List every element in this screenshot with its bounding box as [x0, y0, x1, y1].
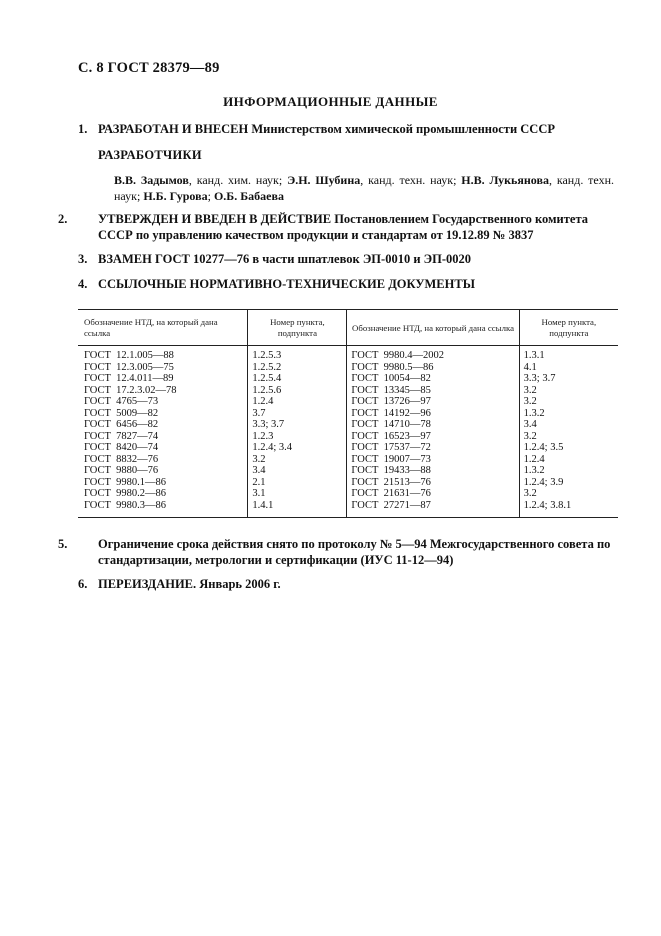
ref-doc-cell: ГОСТ 6456—82 [84, 419, 159, 430]
ref-doc-cell: ГОСТ 9980.5—86 [347, 362, 519, 374]
section-5-number: 5. [58, 537, 68, 551]
header-clause-number: Номер пункта, подпункта [519, 310, 618, 346]
developer-name: В.В. Задымов [114, 173, 189, 187]
table-row [78, 346, 618, 362]
ref-doc-cell: ГОСТ 5009—82 [84, 407, 159, 419]
ref-clause-cell: 3.4 [519, 419, 618, 431]
section-3 [78, 251, 618, 267]
ref-doc-cell: ГОСТ 21631—76 [347, 488, 519, 500]
section-4-lead: ССЫЛОЧНЫЕ НОРМАТИВНО-ТЕХНИЧЕСКИЕ ДОКУМЕНТЫ [98, 277, 475, 291]
ref-clause-cell: 1.2.4; 3.5 [519, 442, 618, 454]
ref-clause-cell: 1.4.1 [248, 500, 347, 518]
ref-doc-cell: ГОСТ 9980.4—2002 [347, 346, 519, 362]
ref-clause-cell: 1.2.4 [248, 396, 347, 408]
section-2-text: Постановлением Государственного комитета СССР по управлению качеством продукции и стандартам от 19.12.89 № 3837 [98, 212, 588, 242]
references-table-container [78, 309, 618, 518]
developer-name: Н.Б. Гурова [143, 189, 208, 203]
ref-doc-cell: ГОСТ 17.2.3.02—78 [84, 384, 177, 396]
ref-doc-cell: ГОСТ 13345—85 [347, 385, 519, 397]
ref-doc-cell: ГОСТ 14710—78 [347, 419, 519, 431]
ref-doc-cell: ГОСТ 10054—82 [347, 373, 519, 385]
ref-clause-cell: 1.2.4; 3.4 [248, 442, 347, 454]
section-2-lead: УТВЕРЖДЕН И ВВЕДЕН В ДЕЙСТВИЕ [98, 212, 332, 226]
ref-doc-cell: ГОСТ 19007—73 [347, 454, 519, 466]
ref-clause-cell: 1.2.5.4 [248, 373, 347, 385]
section-1 [78, 121, 618, 137]
ref-clause-cell: 4.1 [519, 362, 618, 374]
table-row [78, 419, 618, 431]
ref-doc-cell: ГОСТ 12.3.005—75 [84, 361, 174, 373]
ref-doc-cell: ГОСТ 16523—97 [347, 431, 519, 443]
ref-doc-cell: ГОСТ 8832—76 [84, 453, 159, 465]
ref-clause-cell: 3.2 [519, 385, 618, 397]
ref-doc-cell: ГОСТ 13726—97 [347, 396, 519, 408]
section-6-text: ПЕРЕИЗДАНИЕ. Январь 2006 г. [98, 577, 281, 591]
ref-doc-cell: ГОСТ 9980.1—86 [84, 476, 167, 488]
ref-clause-cell: 1.2.5.2 [248, 362, 347, 374]
table-row [78, 442, 618, 454]
section-4 [78, 276, 618, 292]
section-1-text: Министерством химической промышленности СССР [248, 122, 555, 136]
ref-clause-cell: 1.2.4; 3.9 [519, 477, 618, 489]
table-header-row [78, 310, 618, 346]
section-3-text: в части шпатлевок ЭП-0010 и ЭП-0020 [249, 252, 472, 266]
header-doc-designation: Обозначение НТД, на который дана ссылка [78, 310, 248, 346]
section-2 [58, 211, 618, 243]
ref-doc-cell: ГОСТ 17537—72 [347, 442, 519, 454]
developer-name: Э.Н. Шубина [287, 173, 361, 187]
section-5 [58, 536, 618, 568]
ref-clause-cell: 1.2.5.3 [248, 346, 347, 362]
section-5-text: Ограничение срока действия снято по протоколу № 5—94 Межгосударственного совета по стандартизации, метрологии и сертификации (ИУС 11-12—94) [98, 537, 611, 567]
ref-doc-cell: ГОСТ 9980.3—86 [78, 500, 248, 518]
table-body [78, 346, 618, 518]
developer-degree: , канд. техн. наук; [114, 173, 615, 203]
ref-clause-cell: 1.2.4; 3.8.1 [519, 500, 618, 518]
ref-clause-cell: 3.2 [248, 454, 347, 466]
table-row [78, 431, 618, 443]
table-row [78, 385, 618, 397]
table-row [78, 373, 618, 385]
ref-doc-cell: ГОСТ 7827—74 [84, 430, 159, 442]
developers-label: РАЗРАБОТЧИКИ [98, 148, 202, 162]
ref-clause-cell: 3.2 [519, 431, 618, 443]
ref-doc-cell: ГОСТ 12.1.005—88 [84, 350, 174, 361]
ref-clause-cell: 1.2.5.6 [248, 385, 347, 397]
section-1-lead: РАЗРАБОТАН И ВНЕСЕН [98, 122, 249, 136]
ref-clause-cell: 3.3; 3.7 [248, 419, 347, 431]
ref-clause-cell: 1.2.4 [519, 454, 618, 466]
ref-clause-cell: 1.3.2 [519, 408, 618, 420]
developers-list [114, 172, 614, 204]
ref-clause-cell: 2.1 [248, 477, 347, 489]
section-2-number: 2. [58, 212, 68, 226]
developer-name: О.Б. Бабаева [213, 189, 284, 203]
header-clause-number: Номер пункта, подпункта [248, 310, 347, 346]
ref-clause-cell: 1.3.1 [519, 346, 618, 362]
ref-clause-cell: 1.2.3 [248, 431, 347, 443]
developer-degree: ; [207, 189, 214, 203]
developer-degree: , канд. техн. наук; [360, 173, 462, 187]
ref-doc-cell: ГОСТ 9880—76 [84, 465, 159, 476]
ref-doc-cell: ГОСТ 9980.2—86 [84, 488, 167, 499]
section-4-number: 4. [78, 277, 88, 291]
ref-doc-cell: ГОСТ 21513—76 [347, 477, 519, 489]
table-row [78, 362, 618, 374]
ref-clause-cell: 1.3.2 [519, 465, 618, 477]
ref-doc-cell: ГОСТ 8420—74 [84, 442, 159, 453]
table-row [78, 408, 618, 420]
table-row [78, 396, 618, 408]
header-doc-designation: Обозначение НТД, на который дана ссылка [347, 310, 519, 346]
document-title: ИНФОРМАЦИОННЫЕ ДАННЫЕ [223, 94, 438, 109]
table-row [78, 477, 618, 489]
section-6 [78, 576, 618, 592]
developer-degree: , канд. хим. наук; [188, 173, 288, 187]
references-table [78, 309, 618, 518]
ref-clause-cell: 3.4 [248, 465, 347, 477]
section-1-number: 1. [78, 122, 88, 136]
ref-doc-cell: ГОСТ 27271—87 [347, 500, 519, 518]
ref-clause-cell: 3.7 [248, 408, 347, 420]
section-3-lead: ВЗАМЕН ГОСТ 10277—76 [98, 252, 250, 266]
section-6-number: 6. [78, 577, 88, 591]
developer-name: Н.В. Лукьянова [461, 173, 549, 187]
table-row [78, 454, 618, 466]
ref-doc-cell: ГОСТ 19433—88 [347, 465, 519, 477]
table-row [78, 488, 618, 500]
ref-clause-cell: 3.2 [519, 396, 618, 408]
page-header: С. 8 ГОСТ 28379—89 [78, 60, 220, 76]
ref-doc-cell: ГОСТ 14192—96 [347, 408, 519, 420]
ref-clause-cell: 3.1 [248, 488, 347, 500]
ref-doc-cell: ГОСТ 12.4.011—89 [84, 373, 174, 384]
ref-clause-cell: 3.2 [519, 488, 618, 500]
ref-clause-cell: 3.3; 3.7 [519, 373, 618, 385]
ref-doc-cell: ГОСТ 4765—73 [84, 396, 159, 407]
table-row [78, 500, 618, 518]
table-row [78, 465, 618, 477]
section-3-number: 3. [78, 252, 88, 266]
